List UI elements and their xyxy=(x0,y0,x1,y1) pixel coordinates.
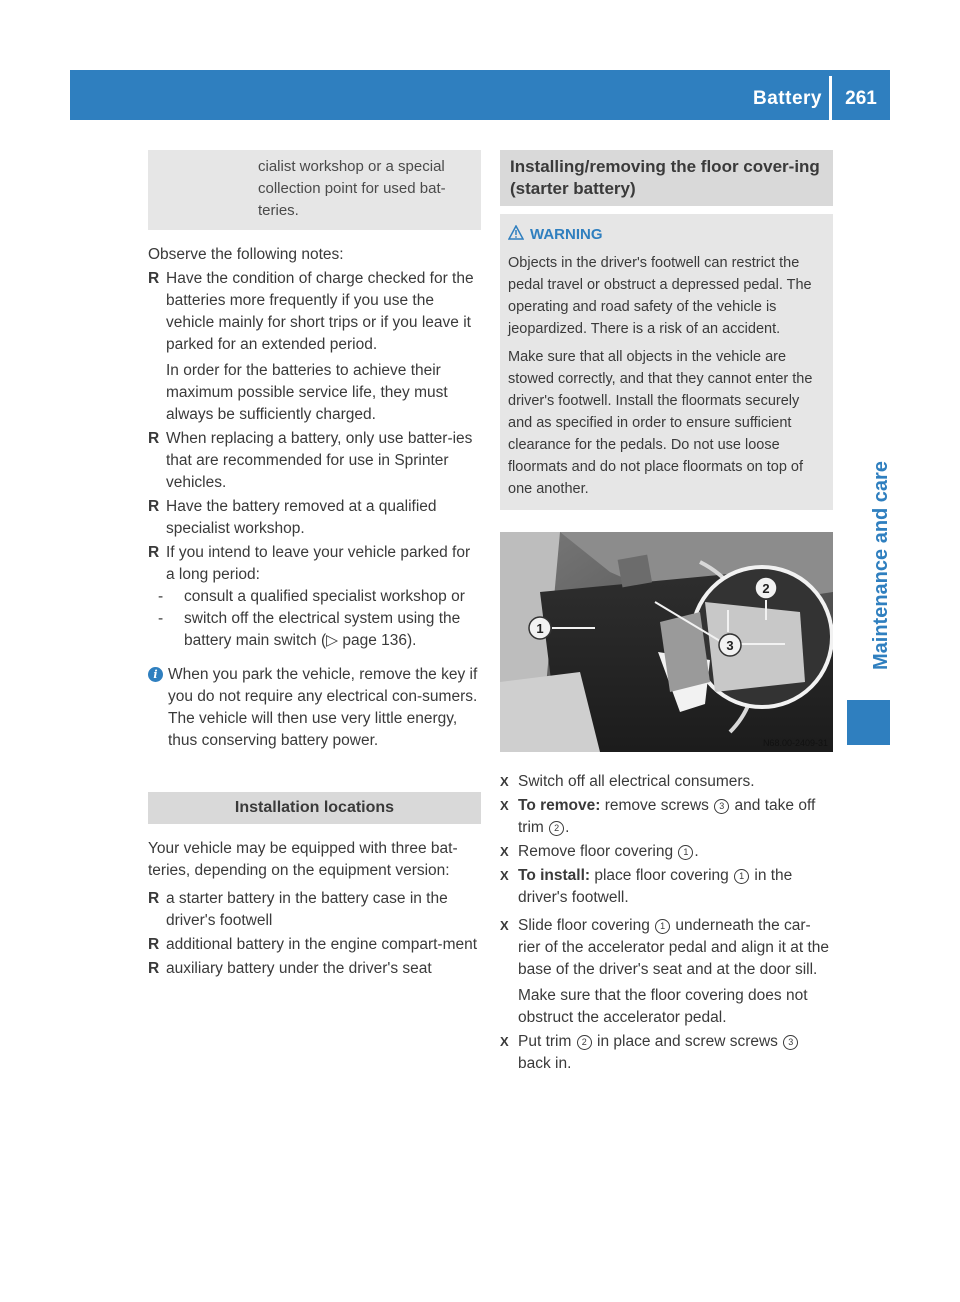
page-number: 261 xyxy=(845,88,877,109)
list-item: R a starter battery in the battery case in the driver's footwell xyxy=(148,888,481,932)
list-item-text: In order for the batteries to achieve their maximum possible service life, they must always be sufficiently charged. xyxy=(166,362,448,423)
note-line: teries. xyxy=(258,202,299,219)
note-line: collection point for used bat- xyxy=(258,180,446,197)
step-text xyxy=(518,795,833,839)
list-item: R Have the battery removed at a qualified specialist workshop. xyxy=(148,496,481,540)
section-heading: Installing/removing the floor cover-ing (starter battery) xyxy=(500,150,833,206)
info-note xyxy=(148,664,481,752)
instruction-step: X Remove floor covering 1 . xyxy=(500,841,833,863)
warning-box xyxy=(500,214,833,510)
notes-intro: Observe the following notes: xyxy=(148,246,344,263)
step-keyword: To remove: xyxy=(518,797,601,814)
warning-paragraph: Objects in the driver's footwell can restrict the pedal travel or obstruct a depressed pedal. The operating and road safety of the vehicle is jeopardized. There is a risk of an accident. xyxy=(508,255,812,337)
step-fragment: . xyxy=(565,819,570,836)
list-item-text: additional battery in the engine compart-ment xyxy=(166,936,478,953)
sub-list-text: switch off the electrical system using the battery main switch (▷ page 136). xyxy=(184,610,461,649)
callout-1-icon: 1 xyxy=(655,919,670,934)
step-fragment: in the driver's footwell. xyxy=(518,867,793,906)
step-fragment: Slide floor covering xyxy=(518,917,655,934)
list-item-text: Have the condition of charge checked for the batteries more frequently if you use the vehicle mainly for short trips or if you leave it parked for an extended period. xyxy=(166,270,474,353)
list-item: R additional battery in the engine compart-ment xyxy=(148,934,481,956)
step-fragment: in place and screw screws xyxy=(592,1033,783,1050)
callout-2-icon: 2 xyxy=(549,821,564,836)
photo-label-2: 2 xyxy=(762,581,770,596)
sub-list-item: - consult a qualified specialist workshop or xyxy=(148,586,481,608)
step-note: Make sure that the floor covering does not obstruct the accelerator pedal. xyxy=(518,987,808,1026)
step-text: Switch off all electrical consumers. xyxy=(518,773,755,790)
callout-2-icon: 2 xyxy=(577,1035,592,1050)
header-bar xyxy=(70,70,890,120)
list-item-text: a starter battery in the battery case in the driver's footwell xyxy=(166,890,448,929)
install-intro: Your vehicle may be equipped with three bat-teries, depending on the equipment version: xyxy=(148,840,458,879)
side-tab-marker xyxy=(847,700,890,745)
warning-title xyxy=(508,224,825,246)
callout-1-icon: 1 xyxy=(734,869,749,884)
step-fragment: place floor covering xyxy=(590,867,734,884)
warning-triangle-icon xyxy=(508,225,524,240)
footwell-photo xyxy=(500,532,833,752)
step-text xyxy=(518,841,833,863)
step-fragment: Remove floor covering xyxy=(518,843,678,860)
header-separator xyxy=(829,76,832,120)
header-title: Battery xyxy=(753,88,822,109)
step-keyword: To install: xyxy=(518,867,591,884)
list-item: R auxiliary battery under the driver's seat xyxy=(148,958,481,980)
right-column xyxy=(500,150,833,1075)
info-text: When you park the vehicle, remove the key if you do not require any electrical con-sumers. The vehicle will then use very little energy, thus conserving battery power. xyxy=(168,666,478,749)
step-fragment: underneath the car-rier of the accelerator pedal and align it at the base of the driver's seat and at the door sill. xyxy=(518,917,830,978)
step-text xyxy=(518,915,833,981)
callout-1-icon: 1 xyxy=(678,845,693,860)
step-fragment: back in. xyxy=(518,1055,572,1072)
side-tab-label: Maintenance and care xyxy=(870,461,892,670)
step-fragment: . xyxy=(694,843,699,860)
list-item-text: Have the battery removed at a qualified specialist workshop. xyxy=(166,498,437,537)
list-item: R When replacing a battery, only use batter-ies that are recommended for use in Sprinter vehicles. xyxy=(148,428,481,494)
step-text xyxy=(518,1031,833,1075)
sub-list-item: - switch off the electrical system using the battery main switch (▷ page 136). xyxy=(148,608,481,652)
warning-title-text: WARNING xyxy=(530,226,603,243)
list-item: R If you intend to leave your vehicle parked for a long period: xyxy=(148,542,481,586)
step-fragment: remove screws xyxy=(600,797,714,814)
note-line: cialist workshop or a special xyxy=(258,158,445,175)
list-item-text: If you intend to leave your vehicle parked for a long period: xyxy=(166,544,471,583)
step-fragment: and take off trim xyxy=(518,797,816,836)
callout-3-icon: 3 xyxy=(714,799,729,814)
instruction-step: X Put trim 2 in place and screw screws 3 back in. xyxy=(500,1031,833,1075)
list-item-text: auxiliary battery under the driver's seat xyxy=(166,960,432,977)
info-icon: i xyxy=(148,667,163,682)
list-item: R Have the condition of charge checked for the batteries more frequently if you use the vehicle mainly for short trips or if you leave it parked for an extended period. In order for the batteries to achieve their maximum possible service life, they must always be sufficiently charged. xyxy=(148,268,481,426)
instruction-step: X Slide floor covering 1 underneath the car-rier of the accelerator pedal and align it at the base of the driver's seat and at the door sill. Make sure that the floor covering does not obstruct the accelerator pedal. xyxy=(500,915,833,1029)
photo-label-3: 3 xyxy=(726,638,734,653)
sub-list-text: consult a qualified specialist workshop or xyxy=(184,588,465,605)
warning-paragraph: Make sure that all objects in the vehicle are stowed correctly, and that they cannot enter the driver's footwell. Install the floormats securely and as specified in order to ensure sufficient clearance for the pedals. Do not use loose floormats and do not place floormats on top of one another. xyxy=(508,349,813,497)
list-item-text: When replacing a battery, only use batter-ies that are recommended for use in Sprinter vehicles. xyxy=(166,430,473,491)
step-fragment: Put trim xyxy=(518,1033,576,1050)
callout-3-icon: 3 xyxy=(783,1035,798,1050)
section-heading: Installation locations xyxy=(148,792,481,824)
instruction-step: X To install: place floor covering 1 in the driver's footwell. xyxy=(500,865,833,909)
instruction-step: X Switch off all electrical consumers. xyxy=(500,771,833,793)
photo-label-1: 1 xyxy=(536,621,544,636)
photo-code: N68.00-2409-31 xyxy=(762,738,828,748)
continued-note-box xyxy=(148,150,481,230)
left-column xyxy=(148,150,481,980)
instruction-step: X To remove: remove screws 3 and take off trim 2 . xyxy=(500,795,833,839)
step-text xyxy=(518,865,833,909)
